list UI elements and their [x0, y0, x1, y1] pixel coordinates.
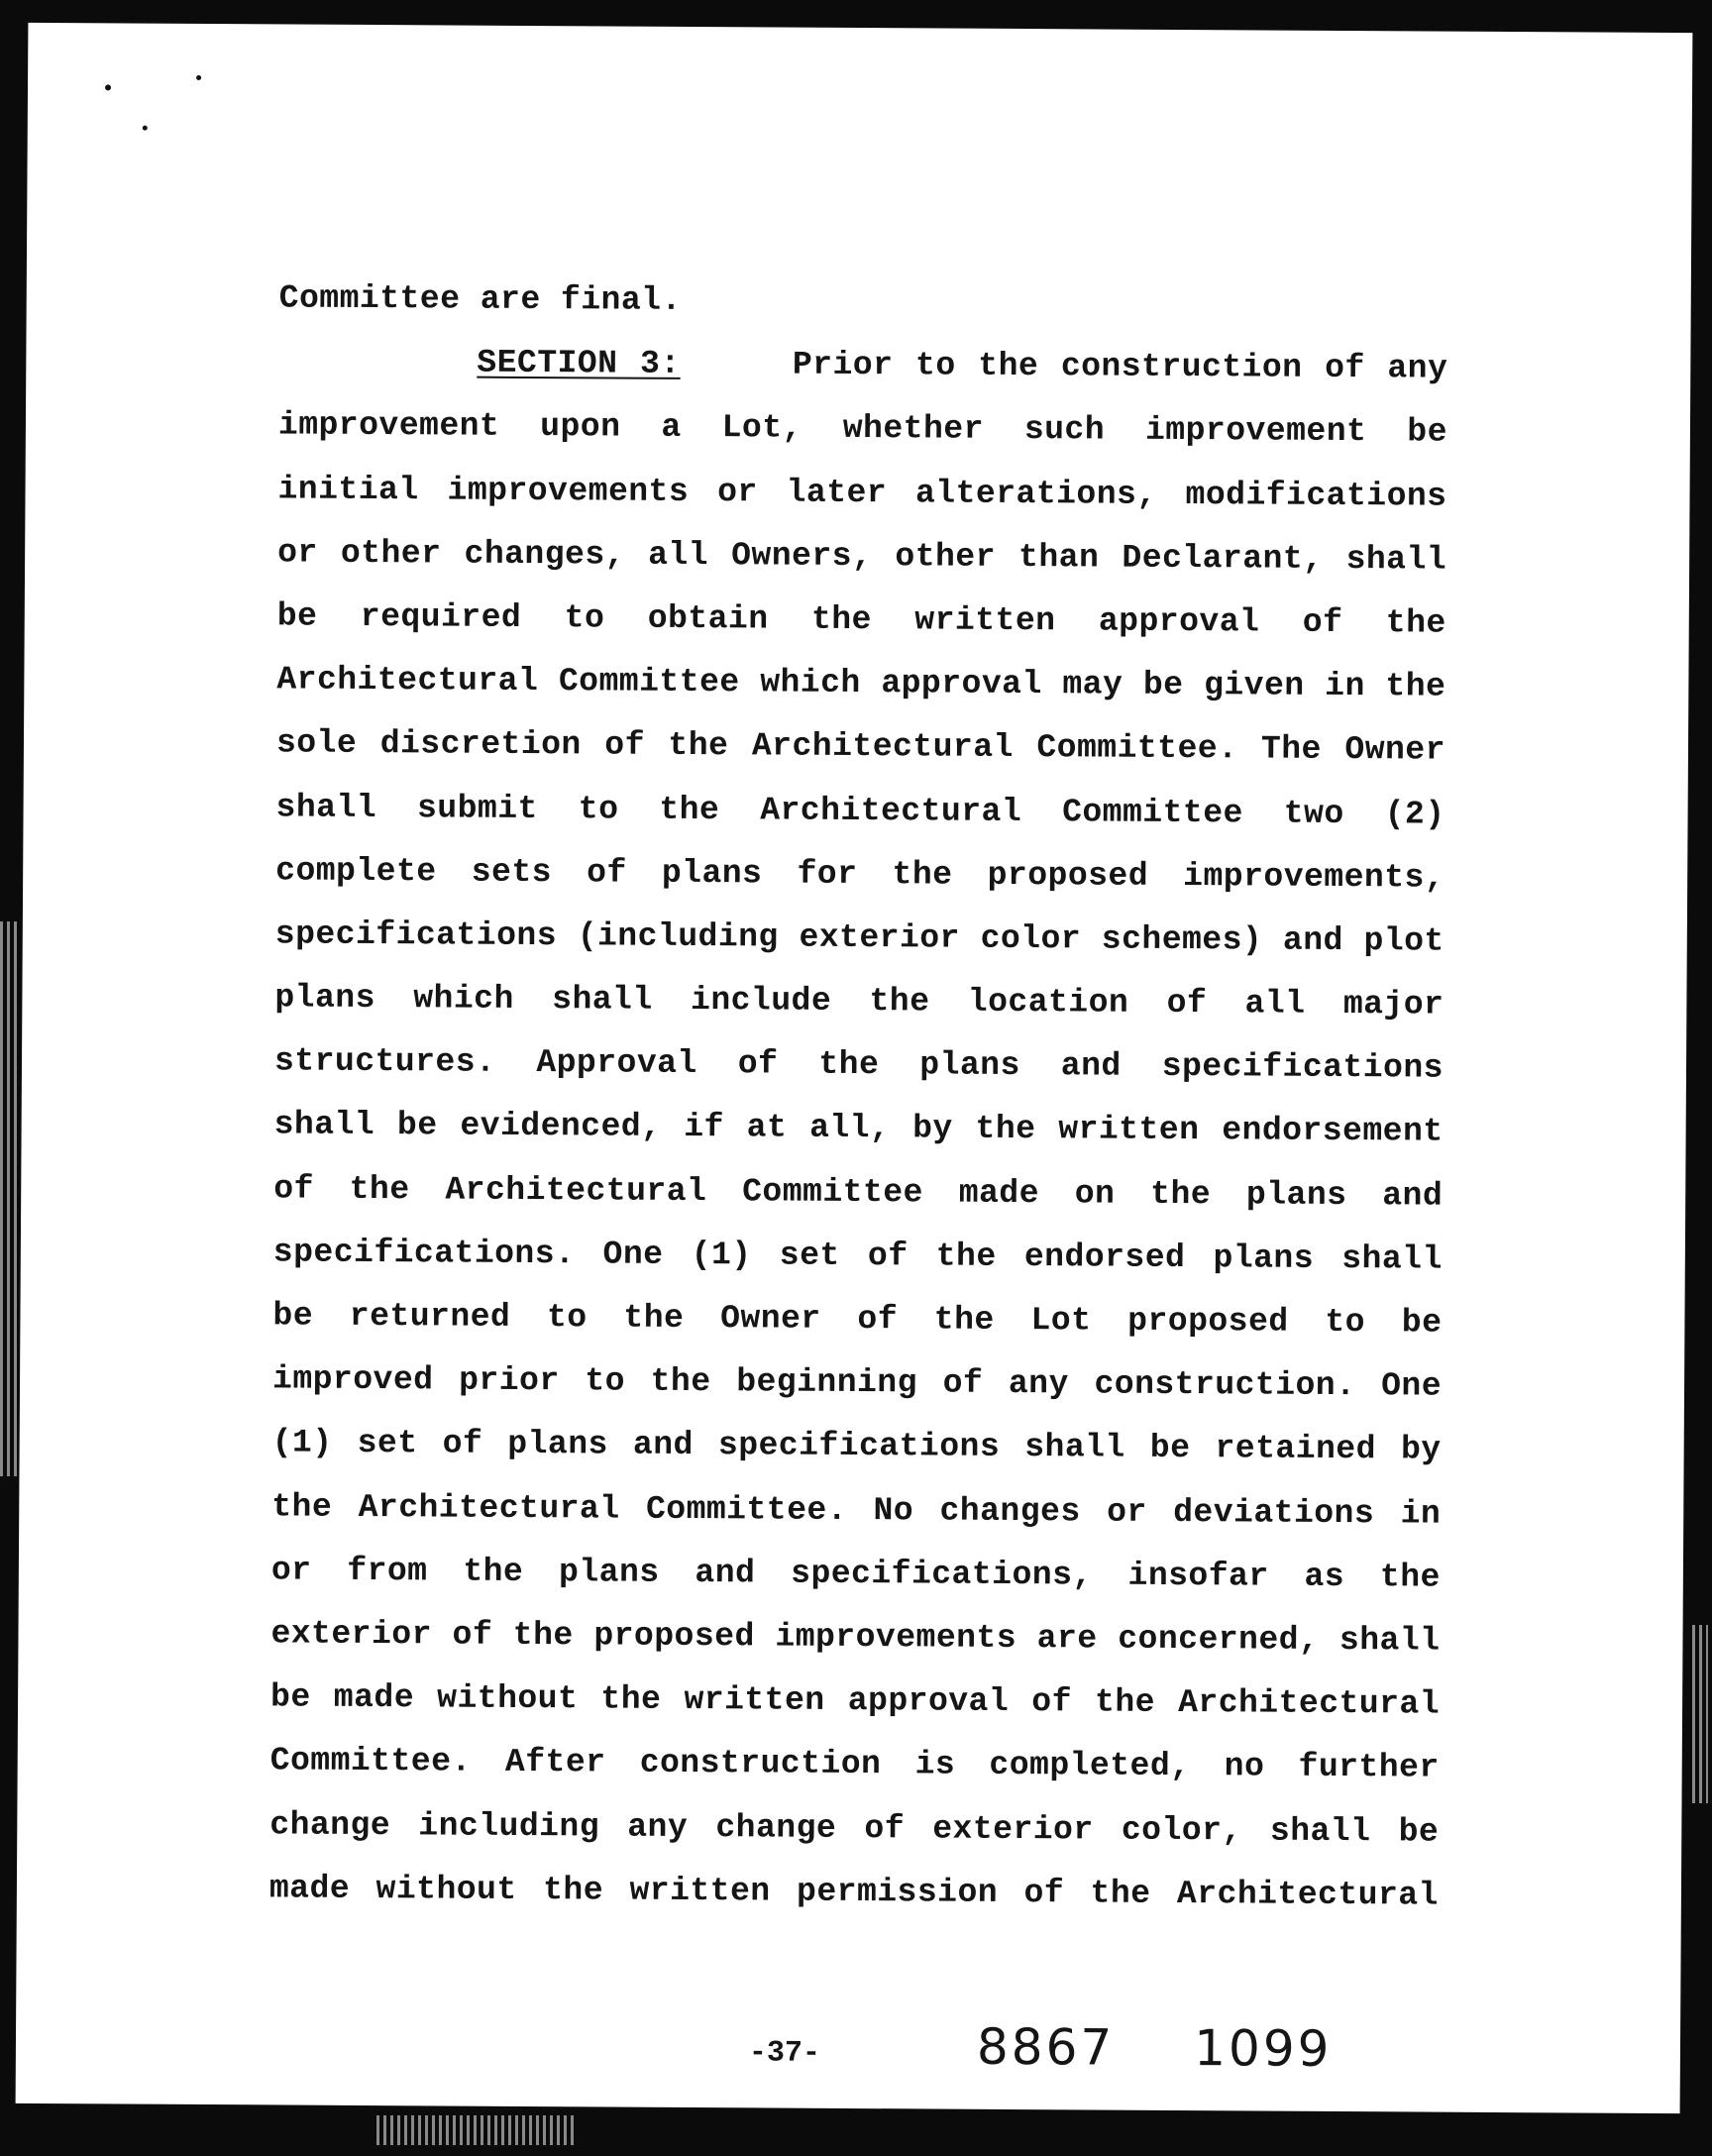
- text-line-6: be required to obtain the written approval of the: [276, 597, 1446, 642]
- text-line-13: structures. Approval of the plans and specifications: [273, 1042, 1444, 1087]
- page-number: -37-: [748, 2036, 821, 2071]
- text-line-23: be made without the written approval of the Architectural: [269, 1678, 1441, 1723]
- scan-edge-noise-left: [0, 921, 18, 1476]
- text-line-17: be returned to the Owner of the Lot proposed to be: [272, 1297, 1443, 1342]
- text-line-22: exterior of the proposed improvements are concerned, shall: [270, 1615, 1441, 1660]
- speck: [143, 126, 148, 131]
- scan-edge-noise-right: [1692, 1625, 1708, 1803]
- section-heading: SECTION 3:: [477, 344, 681, 383]
- speck: [196, 75, 201, 80]
- document-body: [269, 267, 1448, 1927]
- text-line-18: improved prior to the beginning of any construction. One: [271, 1360, 1443, 1405]
- text-line-12: plans which shall include the location of all major: [274, 979, 1444, 1024]
- text-line-19: (1) set of plans and specifications shall be retained by: [271, 1424, 1442, 1469]
- text-line-15: of the Architectural Committee made on the plans and: [273, 1170, 1444, 1215]
- text-line-10: complete sets of plans for the proposed improvements,: [275, 852, 1445, 897]
- text-line-16: specifications. One (1) set of the endorsed plans shall: [272, 1234, 1443, 1278]
- text-line-25: change including any change of exterior color, shall be: [269, 1805, 1440, 1851]
- text-line-7: Architectural Committee which approval may be given in the: [276, 661, 1446, 705]
- scan-edge-noise-bottom: [376, 2115, 575, 2145]
- text-line-14: shall be evidenced, if at all, by the written endorsement: [273, 1106, 1444, 1151]
- text-line-1: Committee are final.: [278, 279, 682, 319]
- text-line-24: Committee. After construction is completed, no further: [269, 1742, 1440, 1786]
- text-line-5: or other changes, all Owners, other than Declarant, shall: [277, 534, 1447, 579]
- text-line-11: specifications (including exterior color schemes) and plot: [274, 916, 1444, 960]
- text-line-20: the Architectural Committee. No changes or deviations in: [271, 1487, 1442, 1533]
- stamp-page-number: 1099: [1194, 2019, 1333, 2078]
- text-line-2: [278, 331, 1447, 401]
- text-line-3: improvement upon a Lot, whether such improvement be: [277, 406, 1448, 452]
- text-line-21: or from the plans and specifications, insofar as the: [270, 1552, 1441, 1596]
- text-line-8: sole discretion of the Architectural Committee. The Owner: [275, 724, 1446, 769]
- recording-stamp: [977, 2018, 1412, 2079]
- section-lead-text: Prior to the construction of any: [792, 346, 1448, 387]
- speck: [105, 84, 111, 90]
- text-line-26: made without the written permission of the Architectural: [268, 1870, 1440, 1914]
- stamp-book-number: 8867: [976, 2017, 1116, 2077]
- text-line-9: shall submit to the Architectural Committee two (2): [275, 788, 1445, 833]
- text-line-4: initial improvements or later alterations, modifications: [277, 471, 1447, 515]
- document-page: [16, 23, 1693, 2113]
